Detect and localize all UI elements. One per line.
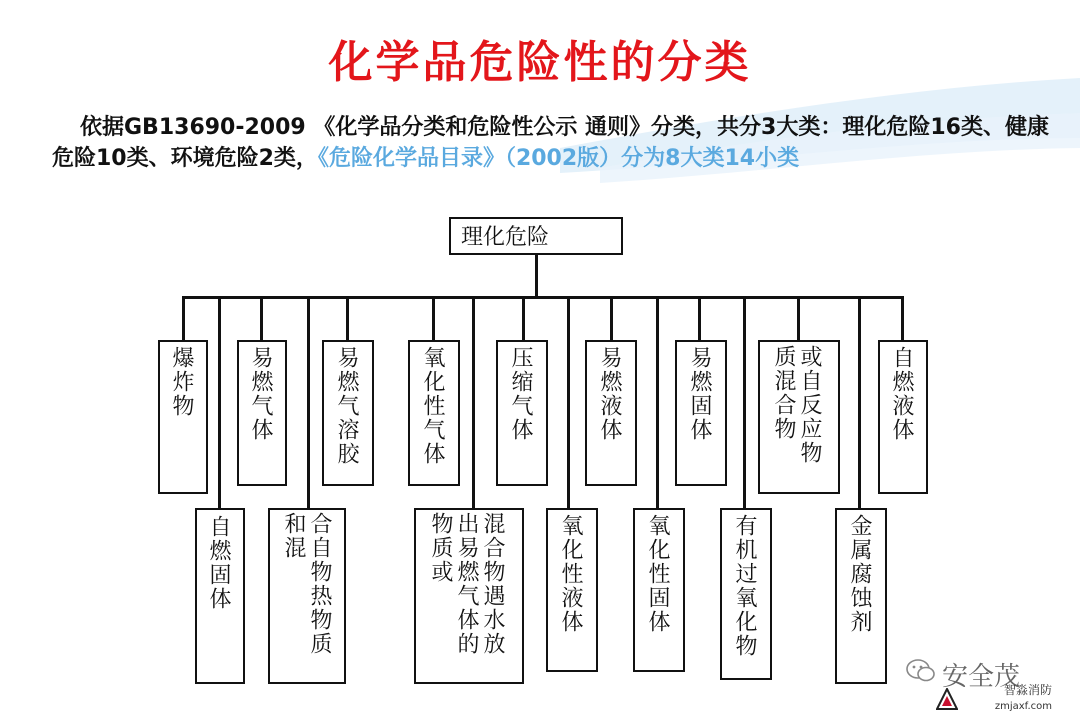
page-title: 化学品危险性的分类 xyxy=(328,37,752,88)
horizontal-bus xyxy=(182,296,904,299)
stem-bottom-4 xyxy=(567,296,570,508)
node-label-oxidizing-gas: 氧化性气体 xyxy=(420,346,445,466)
root-stem xyxy=(535,255,538,298)
watermark-brand: 智淼消防 xyxy=(1003,683,1052,697)
node-label-flammable-liquid: 易燃液体 xyxy=(597,346,622,442)
node-label-organic-peroxide: 有机过氧化物 xyxy=(732,514,757,658)
node-label-oxidizing-liquid: 氧化性液体 xyxy=(558,514,583,634)
watermark xyxy=(888,652,1058,712)
stem-bottom-6 xyxy=(743,296,746,508)
watermark-account-name: 安全茂 xyxy=(941,662,1020,692)
node-label-metal-corrosive: 金属腐蚀剂 xyxy=(847,514,872,634)
node-label-self-reactive: 或自反应物质混合物 xyxy=(771,345,822,465)
node-label-water-reactive: 混合物遇水放出易燃气体的物质或 xyxy=(428,512,505,656)
stem-top-9 xyxy=(901,296,904,340)
node-label-flammable-gas: 易燃气体 xyxy=(248,346,273,442)
stem-top-5 xyxy=(522,296,525,340)
node-label-oxidizing-solid: 氧化性固体 xyxy=(645,514,670,634)
intro-paragraph xyxy=(52,112,1052,174)
stem-top-2 xyxy=(260,296,263,340)
intro-text: 依据GB13690-2009 《化学品分类和危险性公示 通则》分类，共分3大类：理化危险16类、健康危险10类、环境危险2类， xyxy=(52,115,1049,171)
stem-top-8 xyxy=(797,296,800,340)
node-label-explosives: 爆炸物 xyxy=(169,346,194,418)
root-node-label: 理化危险 xyxy=(461,225,550,250)
node-label-compressed-gas: 压缩气体 xyxy=(508,346,533,442)
stem-bottom-5 xyxy=(656,296,659,508)
node-label-pyrophoric-solid: 自燃固体 xyxy=(206,515,231,611)
stem-bottom-7 xyxy=(858,296,861,508)
intro-catalog-text: 《危险化学品目录》（2002版）分为8大类14小类 xyxy=(317,146,800,171)
node-label-flammable-solid: 易燃固体 xyxy=(687,346,712,442)
stem-top-3 xyxy=(346,296,349,340)
stem-top-4 xyxy=(432,296,435,340)
watermark-url: zmjaxf.com xyxy=(994,701,1052,712)
stem-bottom-3 xyxy=(472,296,475,508)
brand-logo-icon xyxy=(936,688,958,710)
stem-top-7 xyxy=(698,296,701,340)
stem-top-1 xyxy=(182,296,185,340)
stem-bottom-2 xyxy=(307,296,310,508)
node-label-flammable-aerosol: 易燃气溶胶 xyxy=(334,346,359,466)
stem-top-6 xyxy=(610,296,613,340)
node-label-pyrophoric-liquid: 自燃液体 xyxy=(889,346,914,442)
node-label-self-heating: 合自物热物质和混 xyxy=(281,512,332,656)
stem-bottom-1 xyxy=(218,296,221,508)
wechat-icon xyxy=(906,658,936,684)
